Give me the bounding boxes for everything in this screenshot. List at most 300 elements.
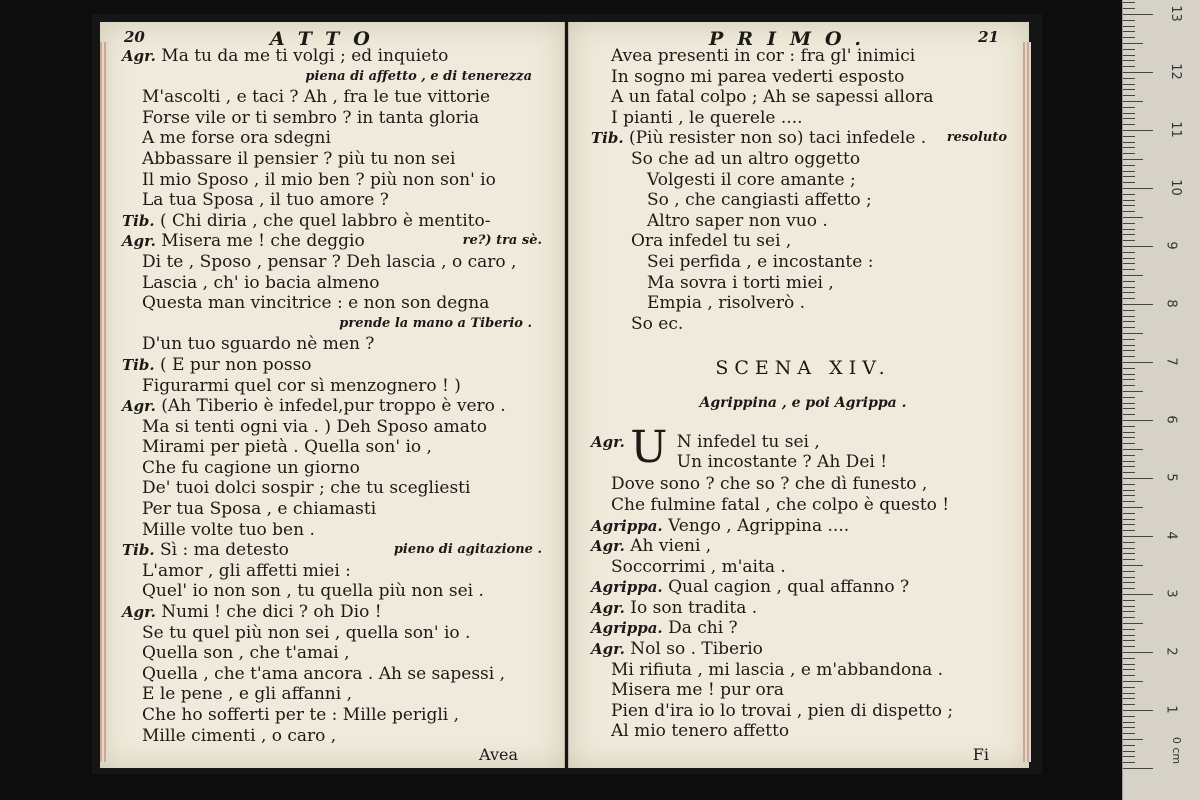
verse-line <box>591 87 1015 108</box>
ruler-tick <box>1123 316 1135 317</box>
verse-line <box>591 639 1015 660</box>
verse-text: Pien d'ira io lo trovai , pien di dispetto ; <box>611 700 954 721</box>
verse-line <box>591 474 1015 495</box>
ruler-tick <box>1123 101 1143 102</box>
ruler-tick <box>1123 55 1135 56</box>
ruler-tick <box>1123 432 1135 433</box>
verse-line <box>122 561 550 582</box>
ruler-tick <box>1123 234 1135 235</box>
verse-line <box>591 211 1015 232</box>
verse-line <box>591 721 1015 742</box>
verse-text: Che fu cagione un giorno <box>142 457 360 478</box>
verse-line <box>122 170 550 191</box>
ruler-tick <box>1123 472 1135 473</box>
ruler-tick <box>1123 379 1135 380</box>
ruler-label: 1 <box>1163 705 1179 714</box>
verse-line <box>122 705 550 726</box>
ruler-tick <box>1123 617 1135 618</box>
speaker-label: Agr. <box>591 640 625 659</box>
verse-line <box>122 726 550 747</box>
verse-line <box>122 87 550 108</box>
ruler-tick <box>1123 716 1135 717</box>
speaker-label: Agrippa. <box>591 516 663 535</box>
verse-text: Volgesti il core amante ; <box>647 169 856 190</box>
verse-text: Al mio tenero affetto <box>611 721 790 742</box>
verse-text: Ma tu da me ti volgi ; ed inquieto <box>161 46 449 66</box>
verse-text: Quella son , che t'amai , <box>142 643 350 664</box>
ruler-tick <box>1123 31 1135 32</box>
speaker-label: Agr. <box>591 433 625 452</box>
verse-text: Abbassare il pensier ? più tu non sei <box>142 148 456 169</box>
verse-line <box>591 701 1015 722</box>
right-lines-top <box>591 46 1015 334</box>
ruler-label: 6 <box>1163 415 1179 424</box>
ruler-tick <box>1123 304 1153 305</box>
ruler-tick <box>1123 756 1135 757</box>
speaker-label: Agr. <box>122 397 156 416</box>
verse-line <box>591 231 1015 252</box>
ruler-tick <box>1123 606 1135 607</box>
ruler-tick <box>1123 559 1135 560</box>
ruler-tick <box>1123 588 1135 589</box>
verse-text: Avea presenti in cor : fra gl' inimici <box>611 46 916 66</box>
ruler-tick <box>1123 565 1143 566</box>
verse-text: A un fatal colpo ; Ah se sapessi allora <box>611 87 934 108</box>
verse-text: So ec. <box>631 313 684 334</box>
verse-line <box>122 190 550 211</box>
ruler-tick <box>1123 652 1153 653</box>
verse-line <box>122 273 550 294</box>
verse-text: Io son tradita . <box>630 597 758 618</box>
verse-line <box>591 108 1015 129</box>
verse-line <box>122 478 550 499</box>
ruler-tick <box>1123 727 1135 728</box>
ruler-tick <box>1123 2 1135 3</box>
ruler-tick <box>1123 113 1135 114</box>
ruler-label: 9 <box>1163 241 1179 250</box>
ruler-tick <box>1123 356 1135 357</box>
verse-line <box>122 499 550 520</box>
verse-line <box>591 516 1015 537</box>
ruler-tick <box>1123 594 1153 595</box>
verse-text: Soccorrimi , m'aita . <box>611 556 786 577</box>
verse-text: Altro saper non vuo . <box>647 210 828 231</box>
ruler-tick <box>1123 478 1153 479</box>
verse-text: Mi rifiuta , mi lascia , e m'abbandona . <box>611 659 944 680</box>
verse-text: D'un tuo sguardo nè men ? <box>142 334 375 355</box>
verse-text: Quella , che t'ama ancora . Ah se sapessi , <box>142 663 506 684</box>
verse-text: Che ho sofferti per te : Mille perigli , <box>142 705 460 725</box>
ruler-tick <box>1123 577 1135 578</box>
ruler-tick <box>1123 693 1135 694</box>
verse-text: Che fulmine fatal , che colpo è questo ! <box>611 494 950 515</box>
verse-line <box>122 293 550 314</box>
verse-text: L'amor , gli affetti miei : <box>142 560 351 581</box>
page-edge-left <box>100 42 108 762</box>
ruler-tick <box>1123 136 1135 137</box>
ruler-label: 3 <box>1163 589 1179 598</box>
verse-text: La tua Sposa , il tuo amore ? <box>142 190 389 211</box>
ruler-tick <box>1123 66 1135 67</box>
verse-line <box>122 437 550 458</box>
verse-line <box>122 46 550 67</box>
ruler-tick <box>1123 130 1153 131</box>
verse-line <box>122 108 550 129</box>
verse-line <box>122 376 550 397</box>
ruler-tick <box>1123 240 1135 241</box>
ruler-tick <box>1123 43 1143 44</box>
ruler-tick <box>1123 298 1135 299</box>
ruler-tick <box>1123 397 1135 398</box>
ruler-label: 2 <box>1163 647 1179 656</box>
verse-text: ( E pur non posso <box>159 354 312 375</box>
ruler-tick <box>1123 14 1153 15</box>
speaker-label: Agr. <box>591 598 625 617</box>
ruler-tick <box>1123 182 1135 183</box>
ruler-tick <box>1123 426 1135 427</box>
running-head-left: ATTO <box>270 28 384 50</box>
ruler-tick <box>1123 507 1143 508</box>
verse-line <box>122 520 550 541</box>
ruler-tick <box>1123 414 1135 415</box>
ruler-tick <box>1123 437 1135 438</box>
ruler-tick <box>1123 310 1135 311</box>
dropcap-line <box>591 422 1015 474</box>
measuring-ruler <box>1122 0 1200 800</box>
verse-line <box>591 314 1015 335</box>
verse-line <box>591 190 1015 211</box>
verse-text: Mirami per pietà . Quella son' io , <box>142 437 432 458</box>
speaker-label: Agr. <box>122 47 156 65</box>
ruler-tick <box>1123 658 1135 659</box>
ruler-tick <box>1123 687 1135 688</box>
verse-text: Empia , risolverò . <box>647 293 805 314</box>
verse-text: Quel' io non son , tu quella più non sei . <box>142 581 484 602</box>
ruler-label: 12 <box>1167 63 1183 80</box>
ruler-tick <box>1123 710 1153 711</box>
dropcap-line-1: N infedel tu sei , <box>676 432 820 453</box>
ruler-tick <box>1123 292 1135 293</box>
verse-text: Lascia , ch' io bacia almeno <box>142 272 380 293</box>
verse-line <box>591 495 1015 516</box>
ruler-tick <box>1123 142 1135 143</box>
ruler-tick <box>1123 542 1135 543</box>
verse-text: Numi ! che dici ? oh Dio ! <box>161 602 382 623</box>
ruler-tick <box>1123 217 1143 218</box>
left-page <box>100 22 565 768</box>
catchword-left: Avea <box>479 745 518 764</box>
verse-text: Misera me ! che deggio <box>161 231 365 252</box>
ruler-tick <box>1123 582 1135 583</box>
ruler-label: 11 <box>1167 121 1183 138</box>
verse-line <box>122 231 550 252</box>
verse-text: Sì : ma detesto <box>159 540 289 561</box>
speaker-label: Tib. <box>122 541 155 560</box>
speaker-label: Agr. <box>591 537 625 556</box>
ruler-tick <box>1123 403 1135 404</box>
ruler-tick <box>1123 536 1153 537</box>
ruler-tick <box>1123 339 1135 340</box>
ruler-tick <box>1123 704 1135 705</box>
left-text-block <box>122 46 550 746</box>
ruler-tick <box>1123 548 1135 549</box>
ruler-label: 5 <box>1163 473 1179 482</box>
ruler-tick <box>1123 519 1135 520</box>
verse-line <box>591 598 1015 619</box>
speaker-label: Tib. <box>591 129 624 148</box>
right-page <box>568 22 1029 768</box>
ruler-tick <box>1123 675 1135 676</box>
verse-line <box>591 273 1015 294</box>
ruler-tick <box>1123 350 1135 351</box>
right-lines-bottom <box>591 474 1015 742</box>
verse-text: Forse vile or ti sembro ? in tanta gloria <box>142 107 480 128</box>
verse-line <box>122 581 550 602</box>
ruler-tick <box>1123 188 1153 189</box>
ruler-unit-label: 0 cm <box>1170 736 1184 765</box>
stage-direction: pieno di agitazione . <box>393 542 542 558</box>
ruler-tick <box>1123 553 1135 554</box>
verse-text: A me forse ora sdegni <box>142 128 331 149</box>
ruler-tick <box>1123 223 1135 224</box>
verse-line <box>122 684 550 705</box>
ruler-tick <box>1123 733 1135 734</box>
ruler-tick <box>1123 8 1135 9</box>
verse-text: Qual cagion , qual affanno ? <box>668 577 910 598</box>
ruler-tick <box>1123 147 1135 148</box>
verse-line <box>122 149 550 170</box>
verse-text: Dove sono ? che so ? che dì funesto , <box>611 474 928 495</box>
verse-line <box>591 128 1015 149</box>
verse-text: Sei perfida , e incostante : <box>647 251 874 272</box>
ruler-tick <box>1123 640 1135 641</box>
page-number-right: 21 <box>978 28 999 46</box>
verse-text: Nol so . Tiberio <box>630 639 763 660</box>
verse-text: Misera me ! pur ora <box>611 680 784 701</box>
ruler-tick <box>1123 669 1135 670</box>
ruler-tick <box>1123 20 1135 21</box>
verse-line <box>591 660 1015 681</box>
ruler-tick <box>1123 501 1135 502</box>
ruler-tick <box>1123 420 1153 421</box>
ruler-tick <box>1123 345 1135 346</box>
ruler-tick <box>1123 118 1135 119</box>
ruler-tick <box>1123 194 1135 195</box>
ruler-tick <box>1123 171 1135 172</box>
ruler-tick <box>1123 165 1135 166</box>
ruler-label: 8 <box>1163 299 1179 308</box>
verse-line <box>122 623 550 644</box>
ruler-tick <box>1123 408 1135 409</box>
ruler-tick <box>1123 159 1143 160</box>
verse-line <box>122 540 550 561</box>
verse-line <box>591 149 1015 170</box>
verse-line <box>122 602 550 623</box>
ruler-tick <box>1123 124 1135 125</box>
ruler-label: 7 <box>1163 357 1179 366</box>
verse-line <box>122 458 550 479</box>
open-book <box>92 14 1042 774</box>
ruler-tick <box>1123 490 1135 491</box>
ruler-tick <box>1123 37 1135 38</box>
verse-text: M'ascolti , e taci ? Ah , fra le tue vittorie <box>142 87 491 108</box>
verse-text: Se tu quel più non sei , quella son' io . <box>142 622 471 643</box>
ruler-tick <box>1123 391 1143 392</box>
verse-text: In sogno mi parea vederti esposto <box>611 66 905 87</box>
stage-direction: resoluto <box>946 130 1007 146</box>
verse-line <box>591 536 1015 557</box>
stage-direction: prende la mano a Tiberio . <box>339 315 532 331</box>
verse-text: Questa man vincitrice : e non son degna <box>142 293 490 314</box>
verse-text: Di te , Sposo , pensar ? Deh lascia , o caro , <box>142 251 517 272</box>
ruler-tick <box>1123 252 1135 253</box>
ruler-tick <box>1123 84 1135 85</box>
ruler-tick <box>1123 362 1153 363</box>
page-edge-right <box>1023 42 1031 762</box>
ruler-label: 4 <box>1163 531 1179 540</box>
verse-line <box>122 417 550 438</box>
verse-line <box>122 643 550 664</box>
speaker-label: Tib. <box>122 355 155 374</box>
verse-text: De' tuoi dolci sospir ; che tu scegliesti <box>142 478 471 499</box>
right-text-block <box>591 46 1015 742</box>
ruler-tick <box>1123 78 1135 79</box>
ruler-tick <box>1123 443 1135 444</box>
ruler-tick <box>1123 200 1135 201</box>
speaker-label: Agr. <box>122 232 156 251</box>
running-head-right: PRIMO. <box>709 28 876 50</box>
ruler-tick <box>1123 333 1143 334</box>
ruler-tick <box>1123 524 1135 525</box>
ruler-tick <box>1123 327 1135 328</box>
ruler-tick <box>1123 269 1135 270</box>
verse-line <box>122 664 550 685</box>
ruler-tick <box>1123 513 1135 514</box>
ruler-tick <box>1123 89 1135 90</box>
ruler-tick <box>1123 461 1135 462</box>
ruler-tick <box>1123 26 1135 27</box>
ruler-tick <box>1123 374 1135 375</box>
ruler-tick <box>1123 49 1135 50</box>
verse-line <box>122 128 550 149</box>
ruler-tick <box>1123 263 1135 264</box>
verse-text: Ma sovra i torti miei , <box>647 272 834 293</box>
ruler-tick <box>1123 72 1153 73</box>
verse-line <box>591 618 1015 639</box>
ruler-tick <box>1123 258 1135 259</box>
ruler-tick <box>1123 722 1135 723</box>
ruler-tick <box>1123 153 1135 154</box>
drop-cap-letter: U <box>630 422 668 474</box>
ruler-tick <box>1123 623 1143 624</box>
ruler-tick <box>1123 681 1143 682</box>
ruler-tick <box>1123 466 1135 467</box>
ruler-tick <box>1123 321 1135 322</box>
ruler-tick <box>1123 60 1135 61</box>
verse-text: Mille volte tuo ben . <box>142 519 315 540</box>
speaker-label: Tib. <box>122 211 155 230</box>
catchword-right: Fi <box>972 745 989 764</box>
verse-line <box>591 293 1015 314</box>
verse-line <box>122 334 550 355</box>
verse-text: Figurarmi quel cor sì menzognero ! ) <box>142 375 461 396</box>
scene-persons: Agrippina , e poi Agrippa . <box>699 395 907 412</box>
verse-text: Ora infedel tu sei , <box>631 231 792 252</box>
ruler-tick <box>1123 205 1135 206</box>
ruler-tick <box>1123 385 1135 386</box>
ruler-label: 13 <box>1167 5 1183 22</box>
ruler-tick <box>1123 368 1135 369</box>
verse-line <box>591 577 1015 598</box>
ruler-tick <box>1123 745 1135 746</box>
verse-text: Il mio Sposo , il mio ben ? più non son' io <box>142 169 496 190</box>
stage-direction: re?) tra sè. <box>462 233 542 249</box>
ruler-tick <box>1123 246 1153 247</box>
verse-text: E le pene , e gli affanni , <box>142 684 352 705</box>
speaker-label: Agrippa. <box>591 578 663 597</box>
verse-text: Vengo , Agrippina .... <box>668 515 850 536</box>
scene-title: SCENA XIV. <box>715 357 891 380</box>
verse-text: Ma si tenti ogni via . ) Deh Sposo amato <box>142 416 487 437</box>
verse-line <box>122 211 550 232</box>
page-number-left: 20 <box>124 28 145 46</box>
ruler-tick <box>1123 751 1135 752</box>
verse-line <box>591 557 1015 578</box>
ruler-tick <box>1123 762 1135 763</box>
ruler-tick <box>1123 229 1135 230</box>
ruler-tick <box>1123 611 1135 612</box>
verse-line <box>591 680 1015 701</box>
ruler-tick <box>1123 664 1135 665</box>
verse-text: Ah vieni , <box>630 536 712 557</box>
ruler-tick <box>1123 698 1135 699</box>
speaker-label: Agrippa. <box>591 619 663 638</box>
stage-direction: piena di affetto , e di tenerezza <box>305 68 532 84</box>
ruler-tick <box>1123 600 1135 601</box>
ruler-tick <box>1123 646 1135 647</box>
ruler-tick <box>1123 176 1135 177</box>
ruler-tick <box>1123 635 1135 636</box>
ruler-tick <box>1123 768 1153 769</box>
dropcap-line-2: Un incostante ? Ah Dei ! <box>676 452 888 473</box>
ruler-tick <box>1123 107 1135 108</box>
verse-text: (Più resister non so) taci infedele . <box>628 128 927 149</box>
verse-text: ( Chi diria , che quel labbro è mentito- <box>159 210 491 231</box>
verse-text: Da chi ? <box>668 618 738 639</box>
verse-line <box>122 252 550 273</box>
ruler-tick <box>1123 287 1135 288</box>
verse-line <box>591 46 1015 67</box>
ruler-tick <box>1123 275 1143 276</box>
verse-line <box>591 67 1015 88</box>
verse-text: Mille cimenti , o caro , <box>142 725 337 746</box>
verse-text: So che ad un altro oggetto <box>631 148 861 169</box>
ruler-tick <box>1123 95 1135 96</box>
ruler-tick <box>1123 571 1135 572</box>
verse-line <box>122 396 550 417</box>
speaker-label: Agr. <box>122 603 156 622</box>
ruler-tick <box>1123 484 1135 485</box>
verse-text: Per tua Sposa , e chiamasti <box>142 499 377 520</box>
ruler-tick <box>1123 739 1143 740</box>
ruler-tick <box>1123 449 1143 450</box>
ruler-tick <box>1123 495 1135 496</box>
verse-line <box>591 252 1015 273</box>
ruler-tick <box>1123 530 1135 531</box>
verse-text: I pianti , le querele .... <box>611 107 803 128</box>
verse-line <box>122 355 550 376</box>
ruler-tick <box>1123 211 1135 212</box>
